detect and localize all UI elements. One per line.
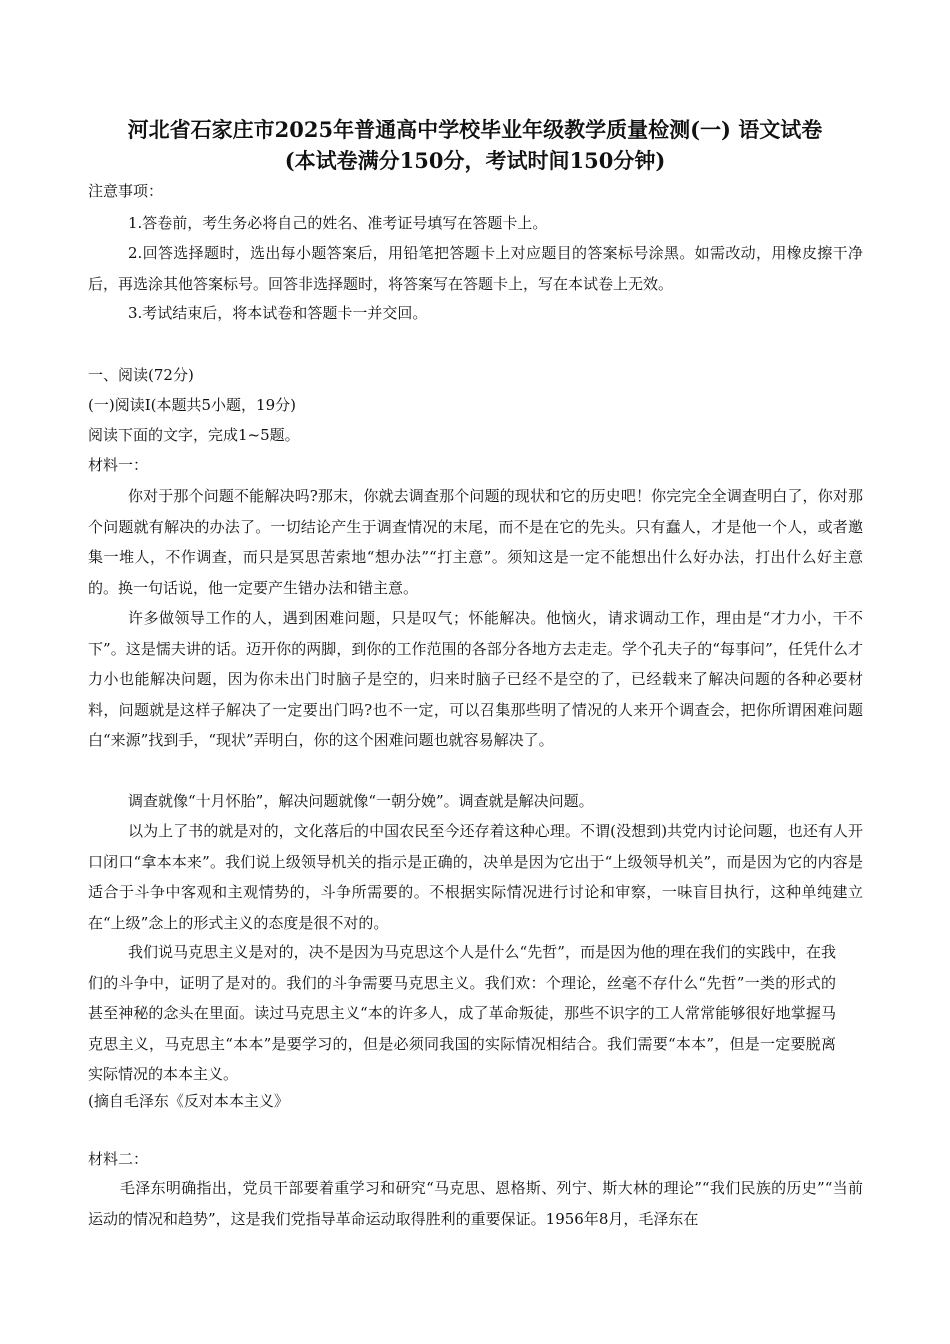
exam-subtitle: (本试卷满分150分，考试时间150分钟) — [284, 148, 666, 173]
notice-item-3: 3.考试结束后，将本试卷和答题卡一并交回。 — [128, 304, 428, 322]
reading-instruction: 阅读下面的文字，完成1~5题。 — [88, 426, 300, 444]
notice-item-1: 1.答卷前，考生务必将自己的姓名、准考证号填写在答题卡上。 — [128, 214, 548, 232]
material-1-source: (摘自毛泽东《反对本本主义》 — [88, 1092, 289, 1110]
material-2-paragraph: 毛泽东明确指出，党员干部要着重学习和研究“马克思、恩格斯、列宁、斯大林的理论”“我们民族的历史”“当前运动的情况和趋势”，这是我们党指导革命运动取得胜利的重要保证。1956年8月，毛泽东在 — [88, 1179, 863, 1228]
notice-item-2: 2.回答选择题时，选出每小题答案后，用铅笔把答题卡上对应题目的答案标号涂黑。如需改动，用橡皮擦干净后，再选涂其他答案标号。回答非选择题时，将答案写在答题卡上，写在本试卷上无效。 — [88, 244, 863, 293]
section-subheading: (一)阅读Ⅰ(本题共5小题，19分) — [88, 396, 296, 414]
notice-heading: 注意事项： — [88, 182, 164, 200]
material-1-label: 材料一： — [88, 456, 149, 474]
material-1-paragraph: 我们说马克思主义是对的，决不是因为马克思这个人是什么“先哲”，而是因为他的理在我们的实践中，在我们的斗争中，证明了是对的。我们的斗争需要马克思主义。我们欢：个理论，丝毫不存什么“先哲”一类的形式的甚至神秘的念头在里面。读过马克思主义“本的许多人，成了革命叛徒，那些不识字的工人常常能够很好地掌握马克思主义，马克思主“本本”是要学习的，但是必须同我国的实际情况相结合。我们需要“本本”，但是一定要脱离实际情况的本本主义。 — [88, 943, 836, 1083]
material-2-label: 材料二： — [88, 1150, 149, 1168]
material-1-paragraph: 你对于那个问题不能解决吗?那末，你就去调查那个问题的现状和它的历史吧！你完完全全调查明白了，你对那个问题就有解决的办法了。一切结论产生于调查情况的末尾，而不是在它的先头。只有蠢人，才是他一个人，或者邀集一堆人，不作调查，而只是冥思苦索地“想办法”“打主意”。须知这是一定不能想出什么好办法，打出什么好主意的。换一句话说，他一定要产生错办法和错主意。 — [88, 487, 863, 597]
material-1-paragraph: 以为上了书的就是对的，文化落后的中国农民至今还存着这种心理。不谓(没想到)共党内讨论问题，也还有人开口闭口“拿本本来”。我们说上级领导机关的指示是正确的，决单是因为它出于“上级领导机关”，而是因为它的内容是适合于斗争中客观和主观情势的，斗争所需要的。不根据实际情况进行讨论和审察，一味盲目执行，这种单纯建立在“上级”念上的形式主义的态度是很不对的。 — [88, 822, 863, 932]
material-1-paragraph: 调查就像“十月怀胎”，解决问题就像“一朝分娩”。调查就是解决问题。 — [128, 792, 594, 810]
material-1-paragraph: 许多做领导工作的人，遇到困难问题，只是叹气；怀能解决。他恼火，请求调动工作，理由是“才力小，干不下”。这是懦夫讲的话。迈开你的两脚，到你的工作范围的各部分各地方去走走。学个孔夫子的“每事问”，任凭什么才力小也能解决问题，因为你未出门时脑子是空的，归来时脑子已经不是空的了，已经载来了解决问题的各种必要材料，问题就是这样子解决了一定要出门吗?也不一定，可以召集那些明了情况的人来开个调查会，把你所谓困难问题白“来源”找到手，“现状”弄明白，你的这个困难问题也就容易解决了。 — [88, 609, 863, 749]
section-heading: 一、阅读(72分) — [88, 366, 194, 384]
exam-title: 河北省石家庄市2025年普通高中学校毕业年级教学质量检测(一) 语文试卷 — [127, 117, 823, 142]
